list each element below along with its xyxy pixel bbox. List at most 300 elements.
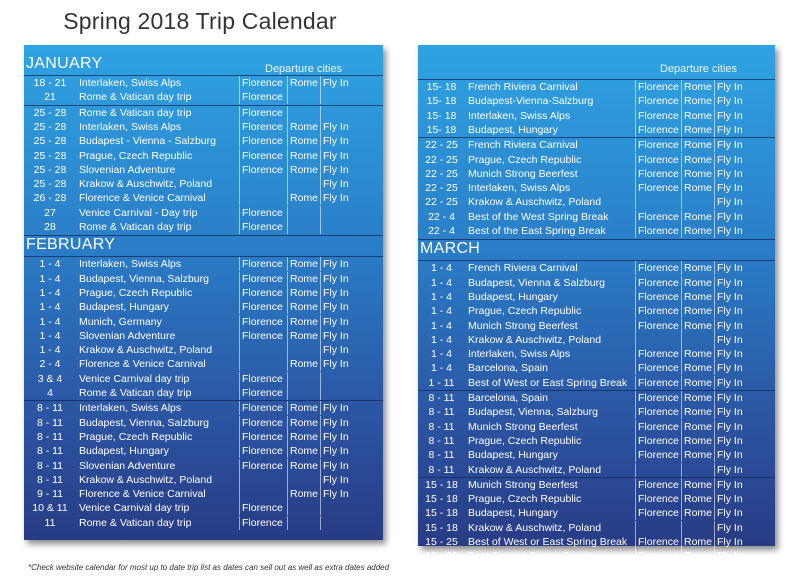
trip-name: Venice Carnival day trip <box>79 372 190 385</box>
departure-fly-in: Fly In <box>714 549 777 563</box>
departure-rome <box>681 521 717 535</box>
trip-dates: 15 - 18 <box>425 478 458 491</box>
departure-fly-in: Fly In <box>714 361 777 375</box>
departure-rome: Rome <box>287 487 323 501</box>
departure-florence: Florence <box>239 372 289 386</box>
trip-name: Prague, Czech Republic <box>79 149 193 162</box>
departure-florence: Florence <box>635 361 684 375</box>
trip-name: Rome & Vatican day trip <box>79 221 192 233</box>
trip-dates: 15- 18 <box>426 123 457 136</box>
trip-name: Munich Strong Beerfest <box>468 478 578 491</box>
trip-row <box>418 405 775 419</box>
departure-fly-in: Fly In <box>714 319 777 333</box>
trip-name: Best Greece Spring Break <box>468 550 590 563</box>
trip-dates: 26 - 28 <box>33 192 67 205</box>
departure-rome <box>287 206 323 220</box>
departure-florence: Florence <box>239 300 289 314</box>
departure-rome <box>287 177 323 191</box>
departure-rome: Rome <box>287 357 323 371</box>
departure-rome: Rome <box>681 391 717 405</box>
trip-row <box>24 329 383 343</box>
departure-fly-in: Fly In <box>714 94 777 108</box>
trip-name: Krakow & Auschwitz, Poland <box>468 333 602 346</box>
departure-florence <box>635 195 684 209</box>
departure-florence: Florence <box>635 94 684 108</box>
trip-row <box>24 134 383 148</box>
trip-dates: 1 - 4 <box>39 329 61 342</box>
trip-dates: 10 & 11 <box>32 502 68 515</box>
trip-row <box>418 376 775 390</box>
trip-row <box>418 153 775 167</box>
trip-row <box>418 319 775 333</box>
departure-fly-in <box>320 90 383 104</box>
trip-dates: 8 - 11 <box>36 416 64 429</box>
departure-fly-in: Fly In <box>320 149 383 163</box>
trip-dates: 8 - 11 <box>36 430 64 443</box>
trip-name: Barcelona, Spain <box>468 392 548 404</box>
trip-dates: 1 - 4 <box>430 319 452 332</box>
departure-florence: Florence <box>239 416 289 430</box>
trip-row <box>24 372 383 386</box>
departure-rome: Rome <box>681 549 717 563</box>
trip-row <box>24 76 383 90</box>
calendar-panel-right <box>418 45 775 563</box>
trip-name: Barcelona, Spain <box>468 362 548 375</box>
trip-name: French Riviera Carnival <box>468 262 578 275</box>
trip-row <box>418 448 775 462</box>
departure-rome <box>287 90 323 104</box>
departure-florence: Florence <box>635 261 684 275</box>
trip-dates: 1 - 4 <box>39 272 61 285</box>
trip-name: Slovenian Adventure <box>79 163 176 176</box>
trip-dates: 16 - 25 <box>425 550 458 563</box>
departure-florence: Florence <box>635 376 684 390</box>
departure-fly-in: Fly In <box>714 376 777 390</box>
trip-name: Krakow & Auschwitz, Poland <box>468 463 602 476</box>
departure-florence <box>239 487 289 501</box>
departure-florence: Florence <box>635 290 684 304</box>
departure-fly-in: Fly In <box>714 276 777 290</box>
trip-row <box>418 304 775 318</box>
departure-rome: Rome <box>681 304 717 318</box>
departure-fly-in: Fly In <box>320 163 383 177</box>
departure-florence: Florence <box>239 286 289 300</box>
trip-name: Slovenian Adventure <box>79 459 176 472</box>
departure-fly-in: Fly In <box>320 286 383 300</box>
trip-name: Prague, Czech Republic <box>468 434 582 447</box>
trip-row <box>24 459 383 473</box>
departure-fly-in: Fly In <box>714 224 777 238</box>
departure-florence: Florence <box>635 506 684 520</box>
trip-name: Prague, Czech Republic <box>468 153 582 166</box>
trip-dates: 28 <box>44 221 56 233</box>
trip-dates: 8 - 11 <box>36 445 64 458</box>
trip-name: Rome & Vatican day trip <box>79 106 192 119</box>
departure-fly-in <box>320 516 383 530</box>
trip-row <box>24 206 383 220</box>
departure-florence: Florence <box>239 76 289 90</box>
departure-florence: Florence <box>635 478 684 492</box>
calendar-panel-left <box>24 45 383 540</box>
departure-florence: Florence <box>239 444 289 458</box>
departure-fly-in: Fly In <box>714 195 777 209</box>
departure-florence <box>239 357 289 371</box>
trip-row <box>418 420 775 434</box>
trip-name: Krakow & Auschwitz, Poland <box>468 196 602 209</box>
trip-dates: 15- 18 <box>426 81 457 93</box>
trip-name: Slovenian Adventure <box>79 329 176 342</box>
trip-dates: 8 - 11 <box>428 449 455 462</box>
trip-row <box>24 106 383 120</box>
trip-name: Interlaken, Swiss Alps <box>79 402 182 415</box>
trip-name: Budapest, Hungary <box>79 301 169 314</box>
trip-dates: 22 - 25 <box>425 167 458 180</box>
departure-fly-in: Fly In <box>320 430 383 444</box>
trip-name: Budapest, Vienna, Salzburg <box>79 416 209 429</box>
trip-row <box>24 343 383 357</box>
departure-florence: Florence <box>239 257 289 271</box>
trip-name: Rome & Vatican day trip <box>79 91 192 104</box>
trip-name: Prague, Czech Republic <box>79 430 193 443</box>
departure-florence: Florence <box>239 272 289 286</box>
departure-rome: Rome <box>287 300 323 314</box>
departure-fly-in: Fly In <box>714 153 777 167</box>
trip-dates: 25 - 28 <box>33 149 67 162</box>
trip-row <box>24 487 383 501</box>
departure-fly-in: Fly In <box>714 448 777 462</box>
departure-rome: Rome <box>287 315 323 329</box>
departure-rome: Rome <box>287 76 323 90</box>
trip-row <box>24 257 383 271</box>
trip-row <box>418 167 775 181</box>
trip-row <box>24 386 383 400</box>
departure-fly-in: Fly In <box>714 506 777 520</box>
departure-rome <box>287 220 323 234</box>
departure-fly-in: Fly In <box>320 401 383 415</box>
departure-florence <box>635 463 684 477</box>
trip-dates: 1 - 4 <box>430 348 452 361</box>
trip-row <box>24 272 383 286</box>
departure-rome: Rome <box>681 361 717 375</box>
trip-dates: 25 - 28 <box>33 135 67 148</box>
departure-fly-in: Fly In <box>714 478 777 492</box>
trip-name: Krakow & Auschwitz, Poland <box>79 344 213 357</box>
departure-fly-in: Fly In <box>320 473 383 487</box>
departure-florence: Florence <box>635 123 684 137</box>
trip-dates: 1 - 4 <box>39 286 61 299</box>
departure-fly-in: Fly In <box>714 434 777 448</box>
month-heading: JANUARY <box>26 55 103 72</box>
departure-fly-in: Fly In <box>714 463 777 477</box>
departure-fly-in: Fly In <box>714 261 777 275</box>
departure-florence: Florence <box>635 420 684 434</box>
trip-row <box>418 492 775 506</box>
departure-florence: Florence <box>239 329 289 343</box>
departure-fly-in: Fly In <box>714 167 777 181</box>
departure-fly-in <box>320 386 383 400</box>
departure-fly-in <box>320 206 383 220</box>
departure-florence: Florence <box>635 167 684 181</box>
departure-fly-in: Fly In <box>320 272 383 286</box>
departure-rome: Rome <box>681 478 717 492</box>
departure-fly-in: Fly In <box>714 181 777 195</box>
departure-rome <box>681 463 717 477</box>
departure-rome: Rome <box>681 420 717 434</box>
departure-fly-in: Fly In <box>320 300 383 314</box>
trip-dates: 25 - 28 <box>33 163 67 176</box>
departure-florence <box>635 333 684 347</box>
departure-rome: Rome <box>681 434 717 448</box>
departure-cities-header: Departure cities <box>660 63 738 75</box>
trip-row <box>24 163 383 177</box>
departure-florence <box>239 191 289 205</box>
trip-name: Munich Strong Beerfest <box>468 420 578 433</box>
departure-rome: Rome <box>287 134 323 148</box>
trip-row <box>418 434 775 448</box>
departure-fly-in: Fly In <box>320 76 383 90</box>
departure-rome: Rome <box>681 94 717 108</box>
trip-dates: 1 - 4 <box>39 258 61 271</box>
trip-dates: 1 - 4 <box>39 344 61 357</box>
trip-dates: 8 - 11 <box>36 459 64 472</box>
departure-fly-in: Fly In <box>320 343 383 357</box>
departure-florence: Florence <box>635 405 684 419</box>
departure-rome: Rome <box>681 153 717 167</box>
departure-rome <box>287 501 323 515</box>
departure-florence: Florence <box>635 80 684 94</box>
trip-dates: 15 - 18 <box>425 521 458 534</box>
trip-dates: 1 - 4 <box>430 362 452 375</box>
departure-rome <box>287 343 323 357</box>
departure-rome <box>287 372 323 386</box>
trip-name: Budapest-Vienna-Salzburg <box>468 95 594 108</box>
departure-fly-in: Fly In <box>320 416 383 430</box>
departure-florence: Florence <box>239 430 289 444</box>
departure-florence <box>635 521 684 535</box>
trip-dates: 18 - 21 <box>33 77 67 89</box>
trip-row <box>24 401 383 415</box>
trip-name: French Riviera Carnival <box>468 81 578 93</box>
trip-row <box>24 149 383 163</box>
trip-name: Budapest, Vienna & Salzburg <box>468 276 605 289</box>
trip-dates: 8 - 11 <box>428 406 455 419</box>
departure-florence: Florence <box>239 163 289 177</box>
departure-rome: Rome <box>287 430 323 444</box>
trip-dates: 9 - 11 <box>36 488 64 501</box>
departure-florence <box>239 343 289 357</box>
trip-row <box>418 478 775 492</box>
departure-rome: Rome <box>681 138 717 152</box>
departure-florence: Florence <box>635 304 684 318</box>
departure-rome: Rome <box>287 329 323 343</box>
departure-florence: Florence <box>635 347 684 361</box>
trip-name: Best of West or East Spring Break <box>468 536 628 548</box>
trip-name: Venice Carnival - Day trip <box>79 206 198 219</box>
trip-name: Budapest, Vienna, Salzburg <box>468 406 598 419</box>
trip-name: Munich Strong Beerfest <box>468 167 578 180</box>
trip-name: Budapest, Hungary <box>468 290 558 303</box>
trip-name: Interlaken, Swiss Alps <box>468 109 571 122</box>
trip-dates: 8 - 11 <box>428 420 455 433</box>
trip-dates: 8 - 11 <box>36 402 64 415</box>
trip-row <box>418 109 775 123</box>
departure-fly-in: Fly In <box>714 492 777 506</box>
trip-dates: 1 - 4 <box>430 305 452 318</box>
departure-florence: Florence <box>239 149 289 163</box>
departure-florence: Florence <box>635 109 684 123</box>
departure-rome: Rome <box>681 181 717 195</box>
trip-dates: 11 <box>44 516 56 529</box>
trip-row <box>24 315 383 329</box>
departure-florence: Florence <box>239 401 289 415</box>
trip-name: Munich Strong Beerfest <box>468 319 578 332</box>
trip-name: Interlaken, Swiss Alps <box>468 348 571 361</box>
departure-rome: Rome <box>681 123 717 137</box>
trip-name: Krakow & Auschwitz, Poland <box>468 521 602 534</box>
trip-row <box>24 444 383 458</box>
trip-name: French Riviera Carnival <box>468 139 578 152</box>
trip-dates: 22 - 25 <box>425 153 458 166</box>
departure-rome: Rome <box>287 401 323 415</box>
trip-name: Krakow & Auschwitz, Poland <box>79 473 213 486</box>
trip-name: Rome & Vatican day trip <box>79 516 192 529</box>
trip-dates: 22 - 25 <box>425 139 458 152</box>
trip-row <box>418 347 775 361</box>
trip-name: Venice Carnival day trip <box>79 502 190 515</box>
trip-row <box>418 391 775 405</box>
trip-dates: 15 - 18 <box>425 507 458 520</box>
trip-row <box>24 416 383 430</box>
trip-row <box>418 549 775 563</box>
departure-fly-in: Fly In <box>320 459 383 473</box>
trip-dates: 25 - 28 <box>33 120 67 133</box>
departure-florence <box>239 177 289 191</box>
trip-row <box>418 224 775 238</box>
departure-rome: Rome <box>681 80 717 94</box>
departure-florence: Florence <box>239 386 289 400</box>
trip-row <box>418 333 775 347</box>
departure-rome: Rome <box>681 535 717 549</box>
trip-dates: 25 - 28 <box>33 106 67 119</box>
trip-row <box>418 195 775 209</box>
trip-dates: 1 - 4 <box>39 301 61 314</box>
trip-row <box>24 357 383 371</box>
departure-rome: Rome <box>681 347 717 361</box>
departure-fly-in: Fly In <box>714 405 777 419</box>
trip-name: Budapest, Vienna, Salzburg <box>79 272 209 285</box>
trip-dates: 1 - 4 <box>430 262 452 275</box>
trip-row <box>24 177 383 191</box>
departure-rome: Rome <box>287 416 323 430</box>
departure-rome <box>287 106 323 120</box>
trip-row <box>24 516 383 530</box>
departure-florence: Florence <box>635 319 684 333</box>
departure-florence: Florence <box>635 448 684 462</box>
trip-name: Budapest, Hungary <box>79 445 169 458</box>
trip-row <box>24 430 383 444</box>
trip-row <box>418 506 775 520</box>
departure-florence: Florence <box>635 492 684 506</box>
trip-row <box>418 210 775 224</box>
departure-fly-in: Fly In <box>320 191 383 205</box>
trip-name: Budapest, Hungary <box>468 123 558 136</box>
trip-row <box>24 300 383 314</box>
departure-rome <box>287 386 323 400</box>
trip-name: Interlaken, Swiss Alps <box>79 258 182 271</box>
departure-florence: Florence <box>635 181 684 195</box>
month-heading: MARCH <box>420 240 481 258</box>
departure-rome: Rome <box>287 149 323 163</box>
departure-florence: Florence <box>239 220 289 234</box>
trip-dates: 4 <box>47 387 53 399</box>
footnote: *Check website calendar for most up to date trip list as dates can sell out as well as extra dates added <box>28 563 390 572</box>
departure-rome: Rome <box>681 319 717 333</box>
departure-fly-in: Fly In <box>714 138 777 152</box>
departure-rome: Rome <box>287 163 323 177</box>
trip-dates: 15 - 18 <box>425 493 458 506</box>
departure-florence: Florence <box>239 134 289 148</box>
departure-fly-in: Fly In <box>320 134 383 148</box>
departure-fly-in <box>320 501 383 515</box>
trip-name: Munich, Germany <box>79 315 162 328</box>
departure-rome: Rome <box>681 290 717 304</box>
trip-dates: 22 - 4 <box>428 225 455 237</box>
trip-name: Budapest - Vienna - Salzburg <box>79 135 216 148</box>
trip-dates: 1 - 4 <box>430 290 452 303</box>
trip-name: Prague, Czech Republic <box>468 493 582 506</box>
departure-rome: Rome <box>681 261 717 275</box>
departure-fly-in: Fly In <box>320 257 383 271</box>
trip-row <box>24 501 383 515</box>
departure-fly-in: Fly In <box>714 290 777 304</box>
trip-name: Best of West or East Spring Break <box>468 376 628 389</box>
trip-row <box>24 286 383 300</box>
departure-fly-in: Fly In <box>714 80 777 94</box>
trip-row <box>418 138 775 152</box>
trip-row <box>24 220 383 234</box>
departure-rome: Rome <box>287 272 323 286</box>
trip-dates: 22 - 25 <box>425 182 458 195</box>
trip-dates: 8 - 11 <box>36 473 64 486</box>
trip-row <box>418 80 775 94</box>
trip-dates: 2 - 4 <box>39 358 61 371</box>
trip-row <box>418 463 775 477</box>
trip-dates: 3 & 4 <box>37 372 63 385</box>
departure-florence <box>239 473 289 487</box>
departure-fly-in: Fly In <box>714 391 777 405</box>
trip-name: Prague, Czech Republic <box>468 305 582 318</box>
departure-rome: Rome <box>681 376 717 390</box>
departure-florence: Florence <box>635 138 684 152</box>
trip-row <box>418 535 775 549</box>
departure-florence: Florence <box>635 434 684 448</box>
departure-fly-in: Fly In <box>320 120 383 134</box>
trip-dates: 15 - 25 <box>425 536 458 548</box>
departure-rome: Rome <box>681 405 717 419</box>
departure-fly-in <box>320 372 383 386</box>
departure-fly-in: Fly In <box>714 123 777 137</box>
trip-row <box>418 181 775 195</box>
departure-rome: Rome <box>287 286 323 300</box>
trip-name: Florence & Venice Carnival <box>79 358 206 371</box>
trip-row <box>24 473 383 487</box>
month-heading: FEBRUARY <box>26 236 116 254</box>
departure-florence: Florence <box>239 315 289 329</box>
trip-dates: 1 - 4 <box>430 276 452 289</box>
trip-dates: 8 - 11 <box>428 434 455 447</box>
departure-rome: Rome <box>287 459 323 473</box>
departure-fly-in <box>320 106 383 120</box>
